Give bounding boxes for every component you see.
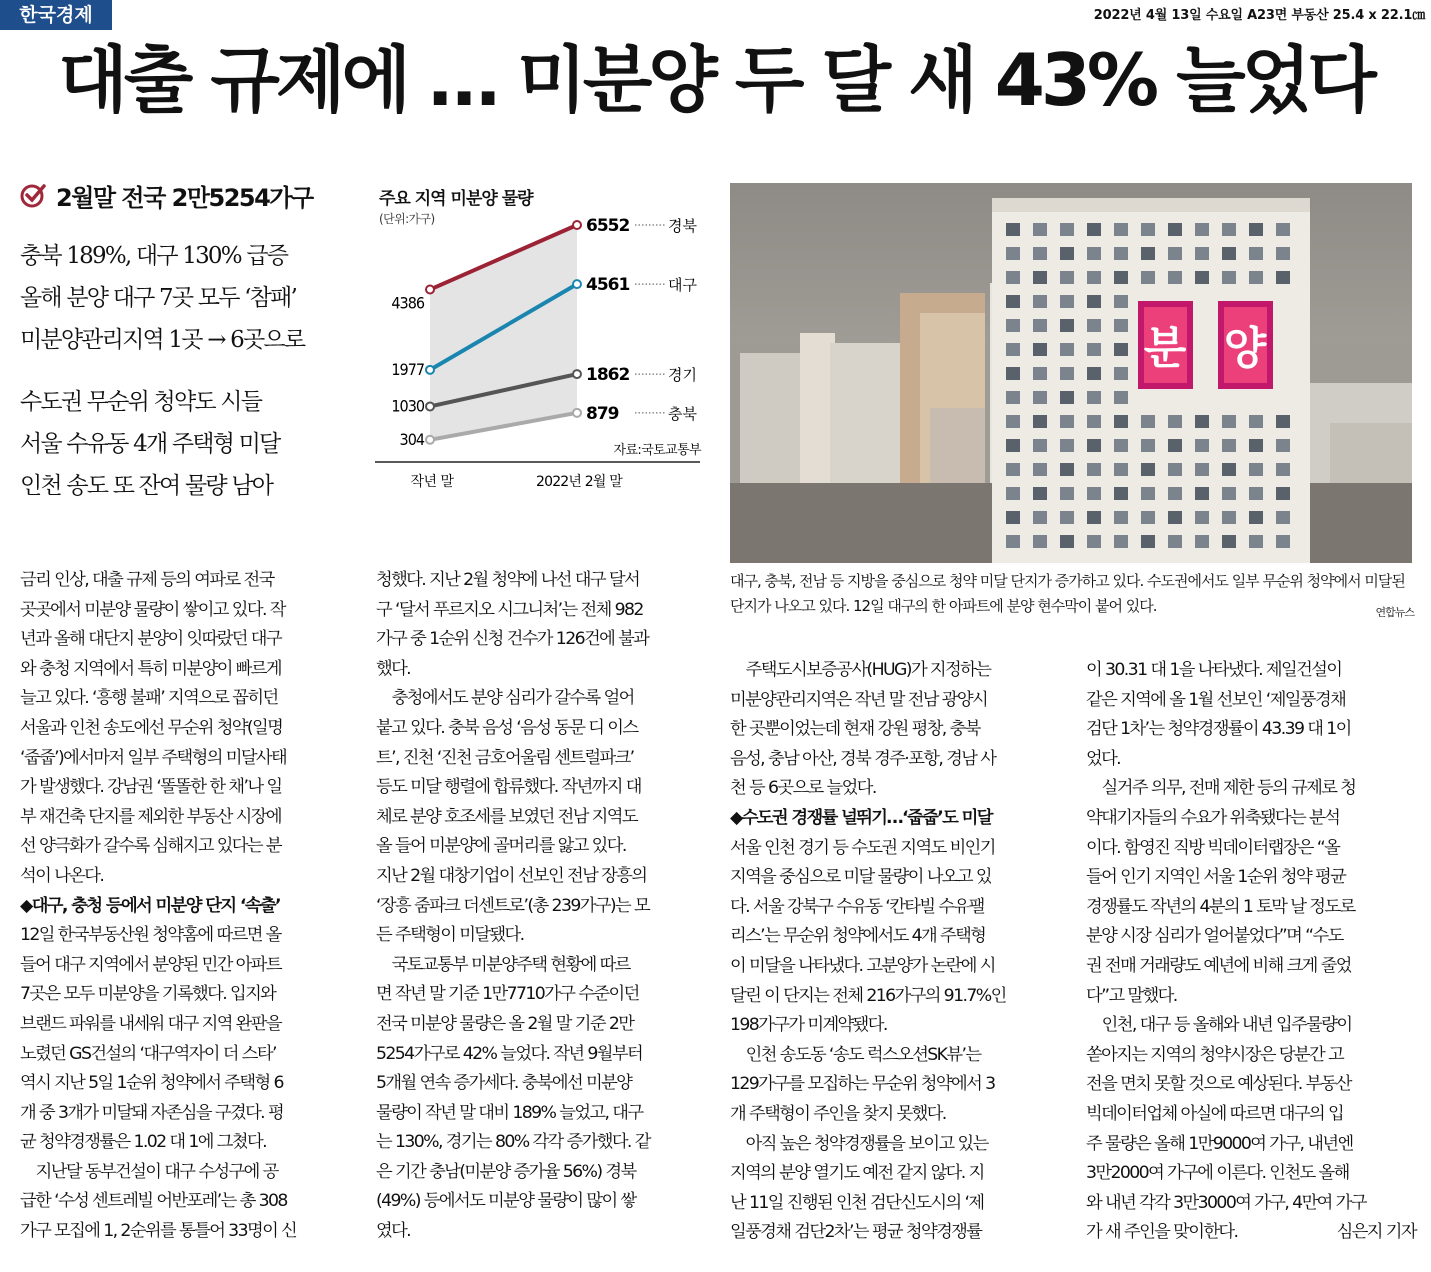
building-window (1060, 319, 1074, 332)
article-line: 청했다. 지난 2월 청약에 나선 대구 달서 (376, 570, 640, 590)
summary-line: 올해 분양 대구 7곳 모두 ‘참패’ (20, 285, 297, 311)
building-window (1114, 247, 1128, 260)
building-window (1141, 463, 1155, 476)
article-line: 은 기간 충남(미분양 증가율 56%) 경북 (376, 1161, 636, 1182)
building-window (1033, 295, 1047, 308)
building-window (1006, 463, 1020, 476)
article-line: 균 청약경쟁률은 1.02 대 1에 그쳤다. (20, 1132, 266, 1153)
building-window (1168, 247, 1182, 260)
article-line: 붙고 있다. 충북 음성 ‘음성 동문 디 이스 (376, 717, 638, 738)
article-line: 였다. (376, 1221, 411, 1242)
data-label: 4386 (391, 293, 424, 313)
article-line: 전국 미분양 물량은 올 2월 말 기준 2만 (376, 1013, 634, 1034)
article-line: 한 곳뿐이었는데 현재 강원 평창, 충북 (730, 719, 980, 740)
article-line: 다”고 말했다. (1086, 985, 1177, 1006)
summary-box (20, 175, 365, 499)
article-line: 구 ‘달서 푸르지오 시그니처’는 전체 982 (376, 599, 643, 620)
article-line: 서울 인천 경기 등 수도권 지역도 비인기 (730, 837, 995, 858)
article-line: 이 30.31 대 1을 나타냈다. 제일건설이 (1086, 660, 1342, 680)
building-window (1249, 415, 1263, 428)
building-window (1114, 295, 1128, 308)
article-line: 노렸던 GS건설의 ‘대구역자이 더 스타’ (20, 1043, 276, 1064)
building-window (1087, 343, 1101, 356)
article-subheading: ◆수도권 경쟁률 널뛰기…‘줍줍’도 미달 (730, 807, 992, 828)
article-line: 서울과 인천 송도에선 무순위 청약(일명 (20, 717, 283, 738)
building-window (1249, 271, 1263, 284)
building-window (1195, 223, 1209, 236)
article-subheading: ◆대구, 충청 등에서 미분양 단지 ‘속출’ (20, 895, 280, 916)
building-window (1060, 343, 1074, 356)
article-line: 전을 면치 못할 것으로 예상된다. 부동산 (1086, 1074, 1351, 1095)
article-line: 쏟아지는 지역의 청약시장은 당분간 고 (1086, 1044, 1344, 1065)
data-point (426, 402, 434, 410)
building-window (1033, 463, 1047, 476)
building-window (1249, 439, 1263, 452)
data-label: 304 (399, 429, 424, 449)
building-window (1141, 247, 1155, 260)
building-window (1006, 367, 1020, 380)
article-line: 는 130%, 경기는 80% 각각 증가했다. 같 (376, 1132, 650, 1153)
article-line: 들어 대구 지역에서 분양된 민간 아파트 (20, 954, 281, 975)
building-window (1087, 391, 1101, 404)
article-line: 3만2000여 가구에 이른다. 인천도 올해 (1086, 1163, 1349, 1184)
article-line: 들어 인기 지역인 서울 1순위 청약 평균 (1086, 867, 1346, 888)
building-window (1006, 415, 1020, 428)
article-line: 늘고 있다. ‘흥행 불패’ 지역으로 꼽히던 (20, 688, 278, 709)
building-window (1087, 439, 1101, 452)
building-window (1006, 343, 1020, 356)
article-line: 했다. (376, 658, 411, 679)
article-column-1 (20, 566, 350, 1247)
article-line: 음성, 충남 아산, 경북 경주·포항, 경남 사 (730, 748, 996, 769)
building-window (1276, 535, 1290, 548)
building-window (1249, 535, 1263, 548)
x-tick-label: 2022년 2월 말 (535, 474, 623, 490)
building-window (1060, 463, 1074, 476)
building-window (1276, 487, 1290, 500)
building-window (1141, 487, 1155, 500)
building-window (1033, 487, 1047, 500)
article-line: 든 주택형이 미달됐다. (376, 925, 524, 946)
building-window (1060, 439, 1074, 452)
building-window (1033, 511, 1047, 524)
building-window (1141, 223, 1155, 236)
building-window (1087, 487, 1101, 500)
data-point (426, 436, 434, 444)
legend-label: 경기 (668, 366, 697, 385)
article-line: 역시 지난 5일 1순위 청약에서 주택형 6 (20, 1073, 283, 1094)
data-point (573, 280, 581, 288)
building-window (1168, 271, 1182, 284)
building-window (1249, 487, 1263, 500)
article-line: 129가구를 모집하는 무순위 청약에서 3 (730, 1074, 995, 1095)
summary-line: 미분양관리지역 1곳 → 6곳으로 (20, 327, 305, 353)
article-line: 등도 미달 행렬에 합류했다. 작년까지 대 (376, 777, 641, 798)
building-window (1033, 271, 1047, 284)
article-line: 지역을 중심으로 미달 물량이 나오고 있 (730, 867, 991, 888)
article-line: 트’, 진천 ‘진천 금호어울림 센트럴파크’ (376, 747, 634, 768)
building-window (1195, 247, 1209, 260)
data-label: 1977 (391, 359, 424, 379)
building-window (1114, 391, 1128, 404)
building-window (1033, 319, 1047, 332)
article-column-3 (730, 656, 1060, 1248)
building-window (1033, 367, 1047, 380)
article-line: 아직 높은 청약경쟁률을 보이고 있는 (730, 1133, 988, 1154)
article-line: 난 11일 진행된 인천 검단신도시의 ‘제 (730, 1192, 984, 1213)
building-window (1114, 343, 1128, 356)
article-line: 인천 송도동 ‘송도 럭스오션SK뷰’는 (730, 1044, 981, 1065)
building-window (1006, 391, 1020, 404)
building-window (1168, 511, 1182, 524)
building-window (1006, 271, 1020, 284)
article-line: 분양 시장 심리가 얼어붙었다”며 “수도 (1086, 926, 1343, 947)
article-line: 주택도시보증공사(HUG)가 지정하는 (730, 660, 991, 680)
article-line: 5개월 연속 증가세다. 충북에선 미분양 (376, 1073, 632, 1094)
chart-title: 주요 지역 미분양 물량 (379, 189, 533, 209)
building-window (1195, 487, 1209, 500)
article-line: 5254가구로 42% 늘었다. 작년 9월부터 (376, 1043, 643, 1064)
article-line: 실거주 의무, 전매 제한 등의 규제로 청 (1086, 778, 1356, 799)
building-window (1114, 439, 1128, 452)
building-window (1060, 391, 1074, 404)
building-window (1222, 415, 1236, 428)
article-line: 었다. (1086, 748, 1121, 769)
article-line: 가구 중 1순위 신청 건수가 126건에 불과 (376, 629, 649, 650)
building-window (1087, 511, 1101, 524)
building-window (1195, 511, 1209, 524)
building-window (1195, 535, 1209, 548)
newspaper-logo: 한국경제 (0, 0, 112, 30)
building-window (1195, 463, 1209, 476)
building-window (1006, 439, 1020, 452)
building-window (1033, 439, 1047, 452)
article-column-4 (1086, 656, 1416, 1248)
building-window (1222, 511, 1236, 524)
sign-left-text: 분 (1143, 323, 1187, 374)
check-circle-icon (20, 182, 46, 208)
article-line: 달린 이 단지는 전체 216가구의 91.7%인 (730, 985, 1006, 1006)
building-window (1222, 439, 1236, 452)
article-line: 권 전매 거래량도 예년에 비해 크게 줄었 (1086, 955, 1351, 976)
data-label: 1030 (391, 396, 424, 416)
building-window (1276, 247, 1290, 260)
building-window (1033, 535, 1047, 548)
article-line: 면 작년 말 기준 1만7710가구 수준이던 (376, 984, 639, 1005)
building-window (1249, 223, 1263, 236)
article-line: 체로 분양 호조세를 보였던 전남 지역도 (376, 806, 637, 827)
building-window (1006, 511, 1020, 524)
article-line: 금리 인상, 대출 규제 등의 여파로 전국 (20, 570, 274, 590)
building-window (1033, 223, 1047, 236)
x-tick-label: 작년 말 (410, 474, 454, 490)
building-window (1168, 415, 1182, 428)
article-line: ‘장흥 줌파크 더센트로’(총 239가구)는 모 (376, 895, 650, 916)
article-line: 7곳은 모두 미분양을 기록했다. 입지와 (20, 984, 276, 1005)
building-window (1276, 439, 1290, 452)
article-line: 와 충청 지역에서 특히 미분양이 빠르게 (20, 658, 281, 679)
building-window (1114, 367, 1128, 380)
article-line: 빅데이터업체 아실에 따르면 대구의 입 (1086, 1103, 1344, 1124)
building-window (1222, 463, 1236, 476)
data-point (573, 221, 581, 229)
article-line: 지난 2월 대창기업이 선보인 전남 장흥의 (376, 865, 647, 886)
building-window (1006, 487, 1020, 500)
sign-right-text: 양 (1223, 323, 1267, 374)
article-line: 년과 올해 대단지 분양이 잇따랐던 대구 (20, 629, 281, 650)
chart-plot (375, 180, 705, 500)
building-window (1114, 319, 1128, 332)
news-photo (730, 183, 1412, 563)
article-line: 지역의 분양 열기도 예전 같지 않다. 지 (730, 1163, 984, 1184)
article-line: 충청에서도 분양 심리가 갈수록 얼어 (376, 688, 634, 709)
photo-credit: 연합뉴스 (1375, 606, 1414, 619)
article-line: 와 내년 각각 3만3000여 가구, 4만여 가구 (1086, 1192, 1366, 1213)
building-window (1087, 295, 1101, 308)
building-window (1195, 415, 1209, 428)
article-column-2 (376, 566, 706, 1247)
building-window (1276, 463, 1290, 476)
building-window (1060, 415, 1074, 428)
article-line: 이다. 함영진 직방 빅데이터랩장은 “올 (1086, 837, 1340, 858)
building-window (1168, 535, 1182, 548)
article-line: 석이 나온다. (20, 865, 104, 886)
building-window (1222, 247, 1236, 260)
article-line (1086, 1218, 1416, 1248)
unsold-housing-chart (375, 180, 705, 500)
building-window (1033, 247, 1047, 260)
article-line: 선 양극화가 갈수록 심해지고 있다는 분 (20, 836, 281, 857)
article-line: 경쟁률도 작년의 4분의 1 토막 날 정도로 (1086, 896, 1355, 917)
article-line: (49%) 등에서도 미분양 물량이 많이 쌓 (376, 1191, 636, 1212)
article-line: 리스’는 무순위 청약에서도 4개 주택형 (730, 926, 986, 947)
article-line: 천 등 6곳으로 늘었다. (730, 778, 876, 799)
building-window (1114, 271, 1128, 284)
building-window (1114, 463, 1128, 476)
building-window (1168, 439, 1182, 452)
article-line: 개 중 3개가 미달돼 자존심을 구겼다. 평 (20, 1102, 284, 1123)
building-window (1033, 391, 1047, 404)
chart-source: 자료:국토교통부 (613, 443, 701, 458)
article-line: 급한 ‘수성 센트레빌 어반포레’는 총 308 (20, 1191, 287, 1212)
building-window (1222, 223, 1236, 236)
byline: 심은지 기자 (1336, 1222, 1416, 1243)
summary-line: 인천 송도 또 잔여 물량 남아 (20, 473, 273, 499)
building-window (1114, 487, 1128, 500)
article-line: 물량이 작년 말 대비 189% 늘었고, 대구 (376, 1102, 643, 1123)
summary-line: 서울 수유동 4개 주택형 미달 (20, 431, 280, 457)
summary-heading (20, 175, 365, 215)
building-window (1276, 223, 1290, 236)
building-window (1195, 439, 1209, 452)
building-window (1114, 223, 1128, 236)
building-window (1222, 487, 1236, 500)
article-line: 일풍경채 검단2차’는 평균 청약경쟁률 (730, 1222, 982, 1243)
article-line: 곳곳에서 미분양 물량이 쌓이고 있다. 작 (20, 599, 285, 620)
building-window (1060, 487, 1074, 500)
building-window (1060, 223, 1074, 236)
building-window (1087, 271, 1101, 284)
building-window (1141, 271, 1155, 284)
article-line: 검단 1차’는 청약경쟁률이 43.39 대 1이 (1086, 719, 1351, 740)
data-label: 6552 (586, 216, 630, 236)
headline: 대출 규제에 … 미분양 두 달 새 43% 늘었다 (58, 38, 1373, 122)
data-label: 4561 (586, 275, 630, 296)
building-window (1033, 415, 1047, 428)
apartment-photo-illustration (730, 183, 1412, 563)
building-window (1276, 415, 1290, 428)
photo-caption (730, 569, 1414, 625)
dateline: 2022년 4월 13일 수요일 A23면 부동산 25.4 x 22.1㎝ (1093, 8, 1425, 23)
legend-label: 경북 (668, 217, 697, 235)
building-window (1141, 439, 1155, 452)
article-line: 가구 모집에 1, 2순위를 통틀어 33명이 신 (20, 1221, 297, 1242)
data-point (426, 366, 434, 374)
building-window (1114, 415, 1128, 428)
building-window (1087, 463, 1101, 476)
building-window (1087, 367, 1101, 380)
building-window (1006, 535, 1020, 548)
chart-unit: (단위:가구) (379, 212, 435, 226)
article-line: ‘줍줍’)에서마저 일부 주택형의 미달사태 (20, 747, 287, 768)
building-window (1060, 247, 1074, 260)
article-line: 올 들어 미분양에 골머리를 앓고 있다. (376, 836, 626, 857)
building-window (1249, 511, 1263, 524)
summary-heading-text: 2월말 전국 2만5254가구 (56, 183, 313, 212)
summary-lines-1 (20, 235, 304, 361)
building-window (1033, 343, 1047, 356)
building-window (1276, 511, 1290, 524)
article-line: 국토교통부 미분양주택 현황에 따르 (376, 954, 630, 975)
data-label: 879 (586, 403, 619, 424)
building-window (1060, 367, 1074, 380)
building-window (1087, 535, 1101, 548)
building-window (1060, 511, 1074, 524)
article-line: 브랜드 파워를 내세워 대구 지역 완판을 (20, 1013, 281, 1034)
building-window (1276, 271, 1290, 284)
summary-line: 충북 189%, 대구 130% 급증 (20, 243, 288, 269)
building-window (1114, 535, 1128, 548)
building-window (1249, 247, 1263, 260)
summary-lines-2 (20, 381, 279, 507)
caption-text: 대구, 충북, 전남 등 지방을 중심으로 청약 미달 단지가 증가하고 있다. 수도권에서도 일부 무순위 청약에서 미달된 단지가 나오고 있다. 12일 대구의 한 아파트에 분양 현수막이 붙어 있다. (730, 572, 1405, 615)
building-window (1087, 415, 1101, 428)
building-window (1168, 223, 1182, 236)
building-window (1168, 487, 1182, 500)
building-window (1168, 463, 1182, 476)
article-line: 가 새 주인을 맞이한다. (1086, 1222, 1238, 1243)
building-window (1006, 295, 1020, 308)
data-point (573, 409, 581, 417)
building-window (1087, 247, 1101, 260)
article-line: 이 미달을 나타냈다. 고분양가 논란에 시 (730, 955, 995, 976)
article-line: 12일 한국부동산원 청약홈에 따르면 올 (20, 925, 281, 946)
building-window (1141, 511, 1155, 524)
building-window (1141, 415, 1155, 428)
building-window (1060, 295, 1074, 308)
building-window (1087, 223, 1101, 236)
article-line: 부 재건축 단지를 제외한 부동산 시장에 (20, 806, 281, 827)
building-window (1195, 271, 1209, 284)
article-line: 같은 지역에 올 1월 선보인 ‘제일풍경채 (1086, 689, 1346, 710)
data-point (573, 370, 581, 378)
building-window (1060, 535, 1074, 548)
legend-label: 대구 (668, 276, 697, 295)
building-window (1222, 535, 1236, 548)
article-line: 미분양관리지역은 작년 말 전남 광양시 (730, 689, 988, 710)
article-line: 약대기자들의 수요가 위축됐다는 분석 (1086, 807, 1340, 828)
building-window (1006, 319, 1020, 332)
building-window (1114, 511, 1128, 524)
building-window (1060, 271, 1074, 284)
article-line: 가 발생했다. 강남권 ‘똘똘한 한 채’나 일 (20, 777, 282, 798)
building-window (1006, 247, 1020, 260)
article-line: 다. 서울 강북구 수유동 ‘칸타빌 수유팰 (730, 896, 984, 917)
data-label: 1862 (586, 365, 630, 386)
building-window (1006, 223, 1020, 236)
summary-line: 수도권 무순위 청약도 시들 (20, 389, 262, 415)
article-line: 개 주택형이 주인을 찾지 못했다. (730, 1103, 946, 1124)
article-line: 주 물량은 올해 1만9000여 가구, 내년엔 (1086, 1133, 1353, 1154)
article-line: 198가구가 미계약됐다. (730, 1015, 887, 1036)
legend-label: 충북 (668, 404, 697, 423)
building-window (1249, 463, 1263, 476)
building-window (1141, 535, 1155, 548)
building-window (1087, 319, 1101, 332)
article-line: 인천, 대구 등 올해와 내년 입주물량이 (1086, 1015, 1352, 1036)
building-window (1222, 271, 1236, 284)
data-point (426, 286, 434, 294)
article-line: 지난달 동부건설이 대구 수성구에 공 (20, 1161, 278, 1182)
